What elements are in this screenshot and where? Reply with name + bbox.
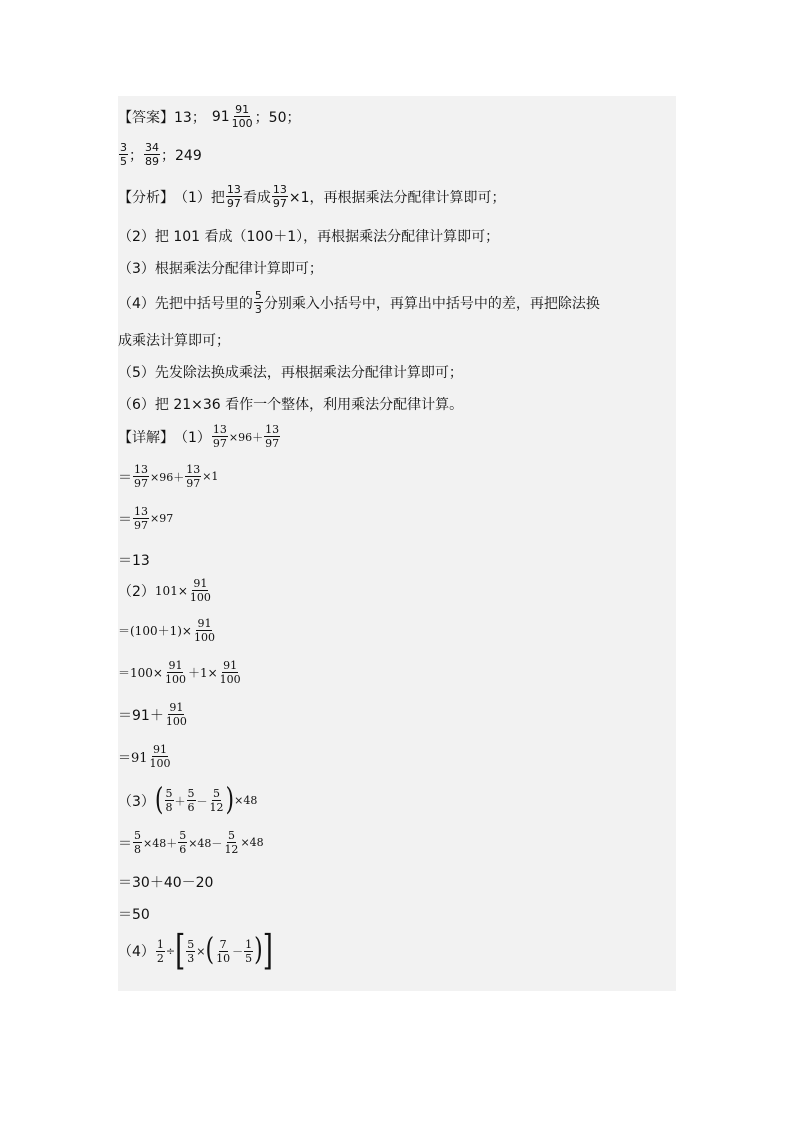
- analysis-text: （6）把 21×36 看作一个整体，利用乘法分配律计算。: [118, 397, 464, 413]
- detail-text: ×48: [240, 836, 264, 849]
- fraction: $\frac{5}{3}$: [187, 937, 195, 965]
- fraction: $\frac{7}{10}$: [216, 937, 231, 965]
- answer-text: ；: [129, 147, 143, 164]
- analysis-line-1: [118, 184, 506, 209]
- detail-step: [118, 550, 150, 570]
- detail-text: （1）: [174, 429, 211, 446]
- answer-text: ；50；: [254, 109, 301, 126]
- analysis-text: 看成: [242, 189, 271, 206]
- analysis-text: ×1，再根据乘法分配律计算即可；: [288, 189, 506, 206]
- analysis-text: （3）根据乘法分配律计算即可；: [118, 261, 323, 277]
- answer-text: ；249: [161, 147, 202, 164]
- analysis-text: （4）先把中括号里的: [118, 295, 253, 312]
- analysis-line-3: [118, 258, 323, 278]
- right-bracket: ]: [262, 927, 273, 975]
- fraction: $\frac{91}{100}$: [149, 743, 171, 770]
- fraction: $\frac{13}{97}$: [272, 183, 287, 210]
- fraction: $\frac{13}{97}$: [265, 423, 280, 450]
- detail-step: [118, 702, 189, 727]
- detail-step: [118, 660, 243, 685]
- fraction: $\frac{13}{97}$: [186, 463, 201, 490]
- fraction: $\frac{91}{100}$: [231, 103, 253, 130]
- detail-text: ×96＋: [228, 430, 264, 444]
- analysis-text: 成乘法计算即可；: [118, 333, 230, 349]
- right-paren: ): [254, 932, 263, 968]
- fraction: $\frac{13}{97}$: [226, 183, 241, 210]
- detail-text: ×48－: [188, 836, 223, 850]
- analysis-label: 【分析】: [118, 189, 174, 206]
- analysis-text: （5）先发除法换成乘法，再根据乘法分配律计算即可；: [118, 365, 463, 381]
- fraction: $\frac{1}{5}$: [245, 937, 253, 965]
- analysis-text: （2）把 101 看成（100＋1），再根据乘法分配律计算即可；: [118, 229, 500, 245]
- left-paren: (: [205, 932, 215, 968]
- detail-step: [118, 872, 213, 892]
- fraction: $\frac{13}{97}$: [212, 423, 227, 450]
- detail-text: ＝91＋: [118, 707, 164, 724]
- detail-text: ＝13: [118, 553, 150, 569]
- analysis-line-6: [118, 394, 463, 414]
- left-paren: (: [154, 782, 164, 818]
- detail-line-1: [118, 424, 281, 449]
- detail-text: ＝100×: [118, 666, 163, 680]
- detail-step: [118, 618, 217, 643]
- fraction: $\frac{5}{6}$: [179, 829, 187, 856]
- detail-text: ÷: [165, 944, 176, 958]
- fraction: $\frac{13}{97}$: [134, 505, 148, 532]
- fraction: $\frac{1}{2}$: [156, 937, 164, 965]
- fraction: $\frac{5}{8}$: [165, 787, 173, 814]
- fraction: $\frac{5}{8}$: [134, 829, 141, 856]
- detail-step: [118, 506, 173, 531]
- analysis-line-5: [118, 362, 463, 382]
- detail-text: ×96＋: [150, 470, 185, 484]
- analysis-line-4b: [118, 330, 230, 350]
- detail-step: [118, 744, 173, 769]
- fraction: $\frac{91}{100}$: [219, 659, 241, 686]
- detail-text: 101×: [154, 583, 188, 598]
- fraction: $\frac{34}{89}$: [145, 141, 159, 168]
- fraction: $\frac{91}{100}$: [193, 617, 215, 644]
- fraction: $\frac{13}{97}$: [134, 463, 148, 490]
- fraction: $\frac{5}{3}$: [254, 289, 262, 316]
- detail-text: ×48: [234, 794, 258, 807]
- left-bracket: [: [175, 927, 186, 975]
- answer-text: 13；: [174, 109, 206, 126]
- detail-text: －: [232, 945, 244, 958]
- detail-line-4: [118, 927, 273, 975]
- right-paren: ): [225, 782, 235, 818]
- answer-line-1: [118, 104, 300, 129]
- fraction: $\frac{91}{100}$: [164, 659, 186, 686]
- detail-line-3: [118, 782, 258, 818]
- fraction: $\frac{5}{6}$: [187, 787, 195, 814]
- detail-text: （2）: [118, 583, 155, 600]
- fraction: $\frac{5}{12}$: [209, 787, 224, 814]
- analysis-text: 分别乘入小括号中，再算出中括号中的差，再把除法换: [263, 295, 600, 312]
- analysis-line-4: [118, 290, 600, 315]
- detail-text: ＝: [118, 511, 132, 528]
- answer-label: 【答案】: [118, 109, 174, 126]
- fraction: $\frac{91}{100}$: [165, 701, 187, 728]
- detail-text: ＝91: [118, 751, 148, 766]
- detail-text: （3）: [118, 793, 155, 810]
- detail-text: ＝(100＋1)×: [118, 624, 192, 638]
- detail-text: ×48＋: [143, 836, 178, 850]
- detail-text: ＝50: [118, 907, 150, 923]
- answer-line-2: [118, 142, 202, 167]
- detail-text: ＋1×: [187, 666, 218, 680]
- detail-step: [118, 904, 150, 924]
- detail-text: ＝: [118, 469, 132, 486]
- detail-text: ＝: [118, 835, 132, 852]
- detail-label: 【详解】: [118, 429, 174, 446]
- detail-text: ＝30＋40－20: [118, 875, 214, 891]
- analysis-text: （1）把: [174, 189, 225, 206]
- answer-sheet: [118, 96, 676, 991]
- detail-line-2: [118, 578, 213, 603]
- fraction: $\frac{3}{5}$: [120, 141, 127, 168]
- fraction: $\frac{91}{100}$: [189, 577, 211, 604]
- detail-text: ×1: [202, 470, 219, 483]
- detail-text: ×97: [150, 512, 174, 525]
- detail-text: －: [196, 794, 208, 808]
- detail-text: ＋: [174, 794, 186, 808]
- detail-text: （4）: [118, 944, 155, 960]
- detail-step: [118, 464, 218, 489]
- mixed-whole: 91: [211, 108, 230, 125]
- analysis-line-2: [118, 226, 499, 246]
- detail-step: [118, 830, 264, 855]
- fraction: $\frac{5}{12}$: [224, 829, 239, 856]
- detail-text: ×: [196, 944, 206, 958]
